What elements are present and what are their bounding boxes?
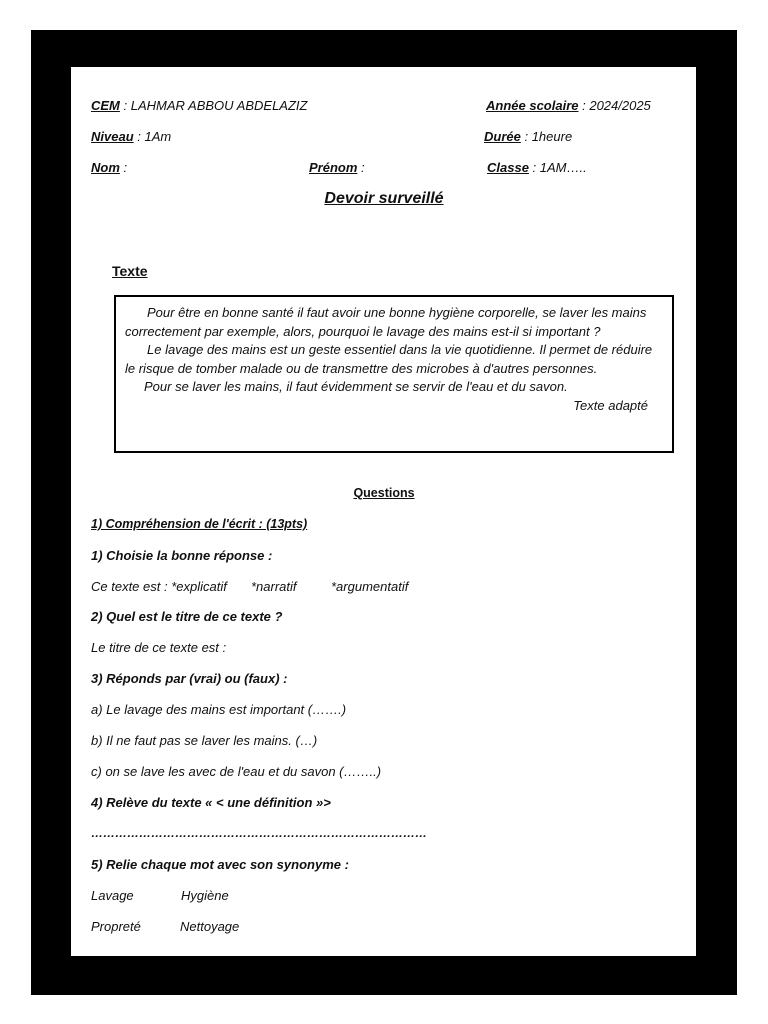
- firstname-label: Prénom: [309, 160, 358, 175]
- question-3-item-b: b) Il ne faut pas se laver les mains. (…): [91, 733, 318, 748]
- question-5: 5) Relie chaque mot avec son synonyme :: [91, 857, 349, 872]
- text-source: Texte adapté: [573, 397, 648, 413]
- text-paragraph: Pour se laver les mains, il faut évidemment se servir de l'eau et du savon.: [144, 379, 568, 394]
- questions-heading: Questions: [353, 486, 415, 500]
- duration-label: Durée: [484, 129, 521, 144]
- header-duration: [484, 129, 572, 144]
- question-3: 3) Réponds par (vrai) ou (faux) :: [91, 671, 288, 686]
- cem-label: CEM: [91, 98, 120, 113]
- option-narratif: *narratif: [251, 579, 297, 594]
- pair-left-1: Lavage: [91, 888, 134, 903]
- question-1-prompt: Ce texte est :: [91, 579, 172, 594]
- level-label: Niveau: [91, 129, 134, 144]
- header-school-year: [486, 98, 651, 113]
- option-explicatif: *explicatif: [171, 579, 227, 594]
- class-value: : 1AM…..: [528, 160, 587, 175]
- option-argumentatif: *argumentatif: [331, 579, 409, 594]
- question-4: 4) Relève du texte « < une définition »>: [91, 795, 331, 810]
- text-paragraph: Le lavage des mains est un geste essentiel dans la vie quotidienne. Il permet de réduire le risque de tomber malade ou de transmettre des microbes à d'autres personnes.: [125, 342, 653, 376]
- header-firstname: [309, 160, 365, 175]
- pair-right-1: Hygiène: [181, 888, 229, 903]
- question-3-item-c: c) on se lave les avec de l'eau et du savon (……..): [91, 764, 382, 779]
- school-year-value: : 2024/2025: [578, 98, 651, 113]
- level-value: : 1Am: [133, 129, 172, 144]
- page-title: Devoir surveillé: [324, 190, 444, 207]
- text-heading: Texte: [112, 263, 148, 279]
- class-label: Classe: [487, 160, 529, 175]
- firstname-value: :: [357, 160, 365, 175]
- question-4-dotted-line: …………………………………………………………………………: [91, 826, 427, 840]
- cem-value: : LAHMAR ABBOU ABDELAZIZ: [119, 98, 308, 113]
- name-value: :: [119, 160, 128, 175]
- reading-text-box: [114, 295, 674, 453]
- pair-left-2: Propreté: [91, 919, 141, 934]
- question-2-answer-line: Le titre de ce texte est :: [91, 640, 227, 655]
- question-2: 2) Quel est le titre de ce texte ?: [91, 609, 283, 624]
- question-1-options: [91, 579, 227, 594]
- name-label: Nom: [91, 160, 120, 175]
- pair-right-2: Nettoyage: [180, 919, 240, 934]
- duration-value: : 1heure: [520, 129, 573, 144]
- header-name: [91, 160, 127, 175]
- text-paragraph: Pour être en bonne santé il faut avoir une bonne hygiène corporelle, se laver les mains correctement par exemple, alors, pourquoi le lavage des mains est-il si important ?: [125, 305, 647, 339]
- section-comprehension: 1) Compréhension de l'écrit : (13pts): [91, 517, 308, 531]
- question-1: 1) Choisie la bonne réponse :: [91, 548, 273, 563]
- header-cem: [91, 98, 307, 113]
- question-3-item-a: a) Le lavage des mains est important (…….): [91, 702, 347, 717]
- school-year-label: Année scolaire: [486, 98, 579, 113]
- header-class: [487, 160, 587, 175]
- header-level: [91, 129, 171, 144]
